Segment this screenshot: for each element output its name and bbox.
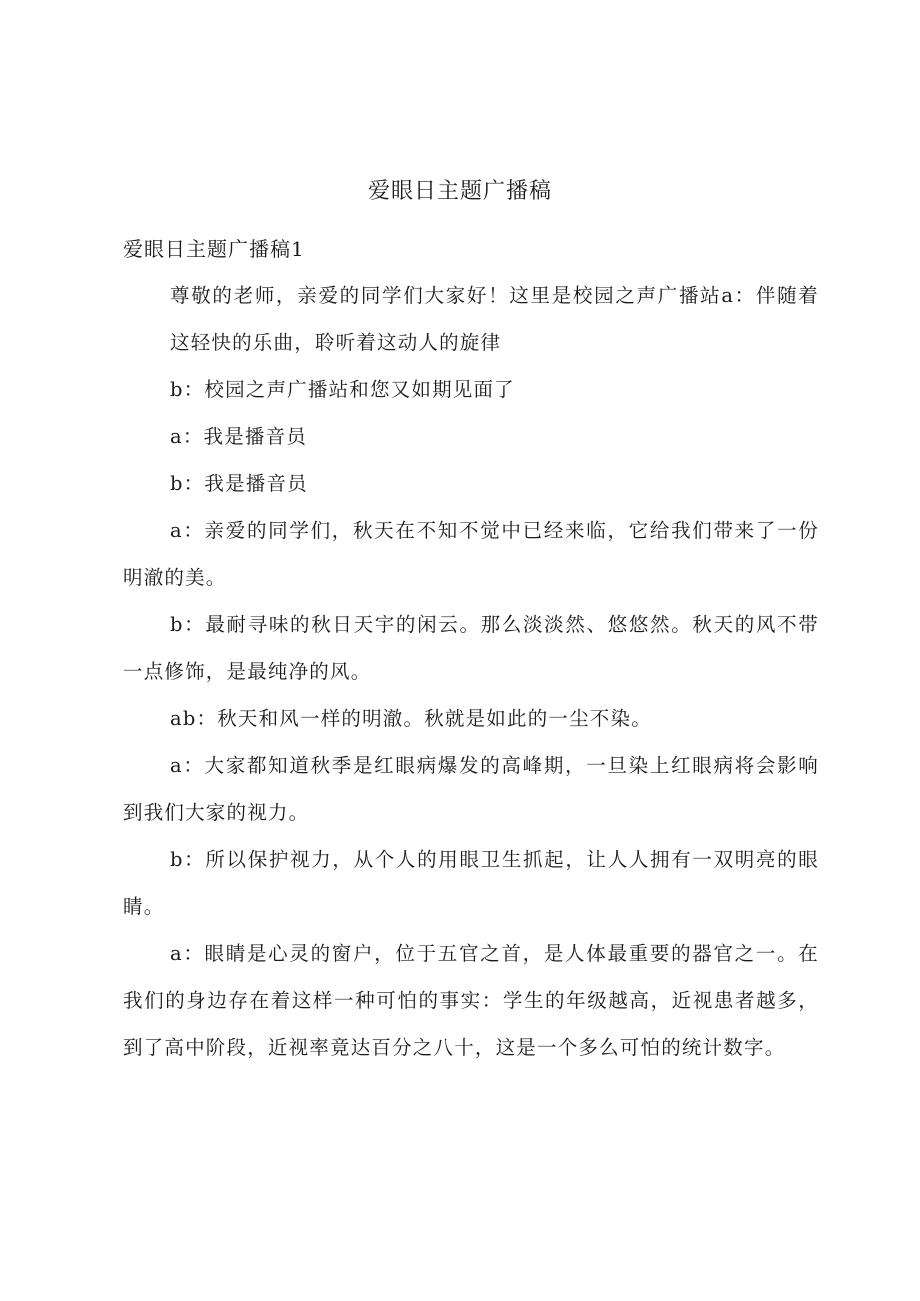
paragraph: ab：秋天和风一样的明澈。秋就是如此的一尘不染。 xyxy=(170,707,652,730)
section-heading: 爱眼日主题广播稿1 xyxy=(123,237,305,261)
paragraph: b：校园之声广播站和您又如期见面了 xyxy=(170,378,515,401)
document-body xyxy=(123,272,819,1071)
paragraph: b：所以保护视力，从个人的用眼卫生抓起，让人人拥有一双明亮的眼睛。 xyxy=(123,848,819,918)
paragraph: a：我是播音员 xyxy=(170,425,308,448)
paragraph: a：大家都知道秋季是红眼病爆发的高峰期，一旦染上红眼病将会影响到我们大家的视力。 xyxy=(123,754,819,824)
paragraph: a：亲爱的同学们，秋天在不知不觉中已经来临，它给我们带来了一份明澈的美。 xyxy=(123,519,819,589)
paragraph: b：最耐寻味的秋日天宇的闲云。那么淡淡然、悠悠然。秋天的风不带一点修饰，是最纯净的风。 xyxy=(123,613,819,683)
document-title: 爱眼日主题广播稿 xyxy=(367,179,552,204)
paragraph: b：我是播音员 xyxy=(170,472,308,495)
paragraph: a：眼睛是心灵的窗户，位于五官之首，是人体最重要的器官之一。在我们的身边存在着这样一种可怕的事实：学生的年级越高，近视患者越多，到了高中阶段，近视率竟达百分之八十，这是一个多么可怕的统计数字。 xyxy=(123,942,819,1059)
paragraph-intro: 尊敬的老师，亲爱的同学们大家好！这里是校园之声广播站a：伴随着这轻快的乐曲，聆听着这动人的旋律 xyxy=(170,284,819,354)
